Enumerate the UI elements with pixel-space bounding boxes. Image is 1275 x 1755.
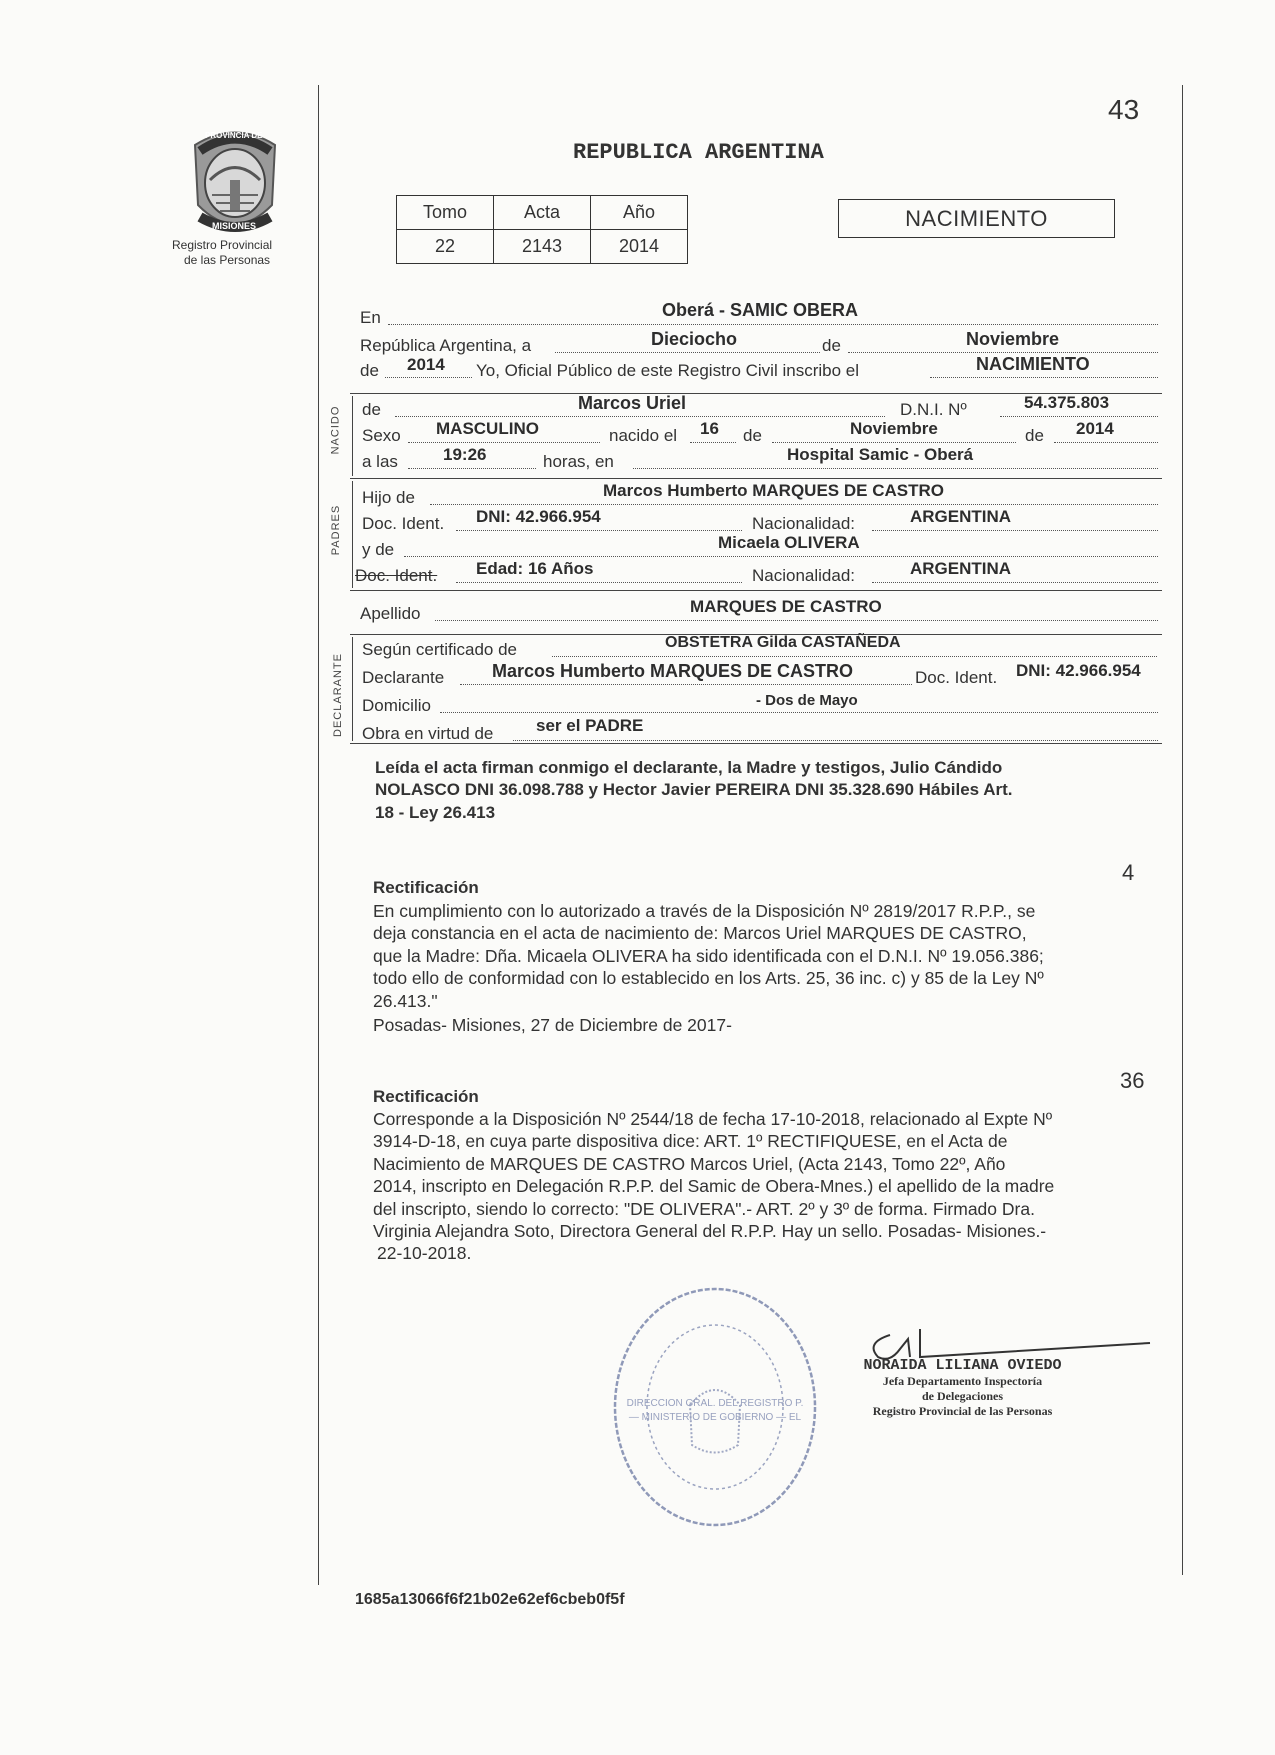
registry-caption-line-1: Registro Provincial <box>172 238 273 252</box>
value-domicilio: - Dos de Mayo <box>756 692 858 709</box>
dots-mes <box>848 352 1158 353</box>
dots-anio-nac <box>1054 442 1158 443</box>
dots-madre-nac <box>872 582 1158 583</box>
value-madre: Micaela OLIVERA <box>718 533 860 552</box>
dots-dia-nac <box>690 442 736 443</box>
label-apellido: Apellido <box>360 604 421 623</box>
page-number: 43 <box>1108 94 1140 125</box>
dots-declarante <box>460 684 912 685</box>
value-anio: 2014 <box>407 355 445 374</box>
logo-arc-top: PROVINCIA DE <box>205 131 263 140</box>
label-republica-a: República Argentina, a <box>360 336 532 355</box>
value-certificado: OBSTETRA Gilda CASTAÑEDA <box>665 634 901 651</box>
label-doc-ident-declarante: Doc. Ident. <box>915 668 998 687</box>
rectification-2-body <box>373 1108 1054 1265</box>
value-apellido: MARQUES DE CASTRO <box>690 597 882 616</box>
label-a-las: a las <box>362 452 398 471</box>
divider-padres-top <box>350 478 1162 479</box>
value-madre-nac: ARGENTINA <box>910 559 1012 578</box>
logo-arc-bottom: MISIONES <box>212 221 257 231</box>
closing-note <box>375 757 1012 824</box>
label-yo: Yo, Oficial Público de este Registro Civil inscribo el <box>476 361 859 380</box>
value-dia: Dieciocho <box>651 329 738 349</box>
dots-anio <box>385 377 472 378</box>
province-logo <box>180 125 290 245</box>
rectification-1-line-1: En cumplimiento con lo autorizado a través de la Disposición Nº 2819/2017 R.P.P., se <box>373 901 1036 921</box>
value-lugar-nac: Hospital Samic - Oberá <box>787 445 974 464</box>
signature-block <box>845 1357 1080 1419</box>
label-domicilio: Domicilio <box>362 696 431 715</box>
signer-name: NORAIDA LILIANA OVIEDO <box>863 1357 1062 1374</box>
document-hash: 1685a13066f6f21b02e62ef6cbeb0f5f <box>355 1591 625 1608</box>
seal-text: DIRECCION GRAL. DEL REGISTRO P. — MINISTERIO DE GOBIERNO — EL <box>626 1398 804 1423</box>
rectification-2-line-4: 2014, inscripto en Delegación R.P.P. del Samic de Obera-Mnes.) el apellido de la madre <box>373 1176 1055 1197</box>
dots-padre-doc <box>456 530 742 531</box>
rectification-2-line-1: Corresponde a la Disposición Nº 2544/18 de fecha 17-10-2018, relacionado al Expte Nº <box>373 1109 1053 1129</box>
dots-acto <box>930 377 1158 378</box>
label-doc-ident-madre-struck: Doc. Ident. <box>355 566 438 585</box>
dots-mes-nac <box>772 442 1016 443</box>
closing-note-line-3: 18 - Ley 26.413 <box>375 802 496 822</box>
value-mes-nac: Noviembre <box>850 419 938 438</box>
value-declarante-doc: DNI: 42.966.954 <box>1016 661 1141 680</box>
dots-padre <box>430 504 1158 505</box>
dots-madre-doc <box>456 582 742 583</box>
value-virtud: ser el PADRE <box>536 716 644 735</box>
country-title: REPUBLICA ARGENTINA <box>573 140 824 165</box>
label-segun-certificado: Según certificado de <box>362 640 517 659</box>
value-mes: Noviembre <box>966 329 1060 349</box>
left-margin-line <box>318 85 319 1585</box>
label-obra-en-virtud: Obra en virtud de <box>362 724 494 743</box>
rectification-2-line-6: Virginia Alejandra Soto, Directora General del R.P.P. Hay un sello. Posadas- Misiones.- <box>373 1221 1047 1242</box>
dots-padre-nac <box>872 530 1158 531</box>
dots-domicilio <box>440 712 1158 713</box>
dots-madre <box>404 556 1158 557</box>
label-y-de: y de <box>362 540 395 559</box>
label-de-mes-nac: de <box>743 426 762 445</box>
dots-lugar-nac <box>633 468 1158 469</box>
label-en: En <box>360 308 381 327</box>
official-seal <box>610 1285 820 1530</box>
rectification-2-title: Rectificación <box>373 1087 479 1106</box>
label-de: de <box>822 336 841 355</box>
record-table <box>396 195 688 264</box>
rectification-1-line-5: 26.413." <box>373 990 438 1011</box>
table-value-acta: 2143 <box>494 230 591 264</box>
value-padre-nac: ARGENTINA <box>910 507 1012 526</box>
value-lugar: Oberá - SAMIC OBERA <box>662 300 859 320</box>
rectification-1-line-4: todo ello de conformidad con lo establecido en los Arts. 25, 36 inc. c) y 85 de la Ley Nº <box>373 968 1044 989</box>
rectification-1-number: 4 <box>1122 860 1135 885</box>
value-sexo: MASCULINO <box>436 419 539 438</box>
side-label-padres: PADRES <box>330 504 343 556</box>
label-de-anio: de <box>360 361 379 380</box>
dots-dia <box>555 352 820 353</box>
table-header-anio: Año <box>591 196 688 230</box>
value-dia-nac: 16 <box>700 419 719 438</box>
dots-nombre <box>395 416 885 417</box>
value-anio-nac: 2014 <box>1076 419 1114 438</box>
value-padre: Marcos Humberto MARQUES DE CASTRO <box>603 481 944 500</box>
dots-hora <box>408 468 536 469</box>
section-bar-padres <box>352 481 353 588</box>
side-label-declarante: DECLARANTE <box>331 653 344 737</box>
label-hijo-de: Hijo de <box>362 488 415 507</box>
label-nacido-el: nacido el <box>609 426 678 445</box>
label-horas-en: horas, en <box>543 452 614 471</box>
rectification-2-line-2: 3914-D-18, en cuya parte dispositiva dice: ART. 1º RECTIFIQUESE, en el Acta de <box>373 1131 1008 1152</box>
right-margin-line <box>1182 85 1183 1575</box>
dots-certificado <box>552 656 1157 657</box>
rectification-1-title: Rectificación <box>373 878 479 897</box>
dots-dni <box>1000 416 1158 417</box>
signer-registry: Registro Provincial de las Personas <box>872 1404 1053 1418</box>
label-declarante: Declarante <box>362 668 445 687</box>
record-type-box: NACIMIENTO <box>838 199 1115 238</box>
table-value-tomo: 22 <box>397 230 494 264</box>
closing-note-line-1: Leída el acta firman conmigo el declarante, la Madre y testigos, Julio Cándido <box>375 758 1003 777</box>
dots-sexo <box>408 442 600 443</box>
label-nacionalidad-padre: Nacionalidad: <box>752 514 856 533</box>
label-de-anio-nac: de <box>1025 426 1044 445</box>
registry-caption-line-2: de las Personas <box>184 253 271 267</box>
value-acto: NACIMIENTO <box>976 354 1090 374</box>
table-value-anio: 2014 <box>591 230 688 264</box>
table-header-acta: Acta <box>494 196 591 230</box>
value-madre-doc: Edad: 16 Años <box>476 559 594 578</box>
value-declarante: Marcos Humberto MARQUES DE CASTRO <box>492 661 854 681</box>
dots-en <box>388 324 1158 325</box>
section-bar-nacido <box>352 396 353 476</box>
label-sexo: Sexo <box>362 426 401 445</box>
rectification-1-line-3: que la Madre: Dña. Micaela OLIVERA ha sido identificada con el D.N.I. Nº 19.056.386; <box>373 945 1044 966</box>
value-hora: 19:26 <box>443 445 487 464</box>
closing-note-line-2: NOLASCO DNI 36.098.788 y Hector Javier PEREIRA DNI 35.328.690 Hábiles Art. <box>375 780 1013 800</box>
signer-department: de Delegaciones <box>922 1389 1003 1403</box>
rectification-2-line-3: Nacimiento de MARQUES DE CASTRO Marcos Uriel, (Acta 2143, Tomo 22º, Año <box>373 1153 1006 1174</box>
value-padre-doc: DNI: 42.966.954 <box>476 507 601 526</box>
value-dni: 54.375.803 <box>1024 393 1110 412</box>
rectification-1-line-2: deja constancia en el acta de nacimiento de: Marcos Uriel MARQUES DE CASTRO, <box>373 923 1027 944</box>
dots-apellido <box>435 620 1158 621</box>
signer-title: Jefa Departamento Inspectoría <box>882 1374 1043 1388</box>
rectification-2-line-5: del inscripto, siendo lo correcto: "DE OLIVERA".- ART. 2º y 3º de forma. Firmado Dra. <box>373 1198 1035 1219</box>
rectification-2-line-7: 22-10-2018. <box>377 1243 472 1264</box>
label-dni: D.N.I. Nº <box>900 400 967 419</box>
label-doc-ident-padre: Doc. Ident. <box>362 514 445 533</box>
value-nombre: Marcos Uriel <box>578 393 687 413</box>
rectification-1-place-date: Posadas- Misiones, 27 de Diciembre de 2017- <box>373 1015 732 1036</box>
table-header-tomo: Tomo <box>397 196 494 230</box>
rectification-2-number: 36 <box>1120 1068 1145 1093</box>
rectification-1-body <box>373 900 1044 1036</box>
dots-virtud <box>513 740 1158 741</box>
label-nacido-de: de <box>362 400 381 419</box>
section-bar-declarante <box>352 637 353 741</box>
side-label-nacido: NACIDO <box>329 405 342 455</box>
label-nacionalidad-madre: Nacionalidad: <box>752 566 856 585</box>
divider-padres-bottom <box>350 590 1162 591</box>
